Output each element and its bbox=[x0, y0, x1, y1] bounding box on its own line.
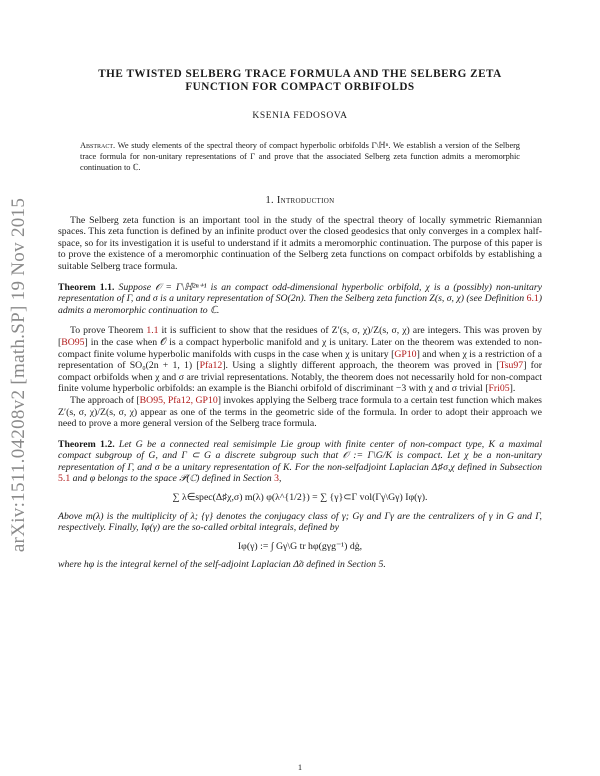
theorem-1-2-explanation: Above m(λ) is the multiplicity of λ; {γ} denotes the conjugacy class of γ; Gγ and Γγ are the centralizers of γ in G and Γ, respectively. Finally, Iφ(γ) are the so-called orbital integrals, defined by bbox=[58, 510, 542, 534]
citation-pfa12[interactable]: Pfa12 bbox=[199, 360, 223, 372]
p2-text-c: ] in the case when 𝒪 is a compact hyperbolic manifold and χ is unitary. Later on the theorem was extended to non-compact finite volume hyperbolic manifolds with cusps in the case when χ is unitary [ bbox=[58, 336, 542, 360]
citation-fri05[interactable]: Fri05 bbox=[488, 383, 510, 395]
p2-text-b: it is sufficient to show that the residues of Z′(s, σ, χ)/Z(s, σ, χ) are integers. This was proven by [ bbox=[58, 325, 542, 348]
citation-group[interactable]: BO95, Pfa12, GP10 bbox=[139, 394, 218, 406]
p2-text-d: ] and when χ is a restriction of a representation of SO₀(2n + 1, 1) [ bbox=[58, 348, 542, 372]
laplacian-symbol: Δ̃σ bbox=[293, 559, 304, 571]
intro-paragraph-1: The Selberg zeta function is an important tool in the study of the spectral theory of locally symmetric Riemannian spaces. This zeta function is defined by an infinite product over the closed geodesics that only converges in a complex half-space, so for its investigation it is useful to understand if it admits a meromorphic continuation. The purpose of this paper is to prove the existence of a meromorphic continuation of the Selberg zeta functions on compact orbifolds by establishing a suitable Selberg trace formula. bbox=[58, 214, 542, 272]
citation-gp10[interactable]: GP10 bbox=[394, 348, 417, 360]
theorem-1-2-text-c: , bbox=[279, 473, 282, 485]
title-line-1: THE TWISTED SELBERG TRACE FORMULA AND THE SELBERG ZETA bbox=[98, 68, 502, 80]
p2-text-g: ]. bbox=[509, 383, 516, 395]
p2-text-e: ]. Using a slightly different approach, the theorem was proved in [ bbox=[222, 360, 500, 372]
theorem-1-2-closing-b: defined in Section 5. bbox=[303, 559, 386, 571]
citation-tsu97[interactable]: Tsu97 bbox=[499, 360, 524, 372]
theorem-1-2-text-b: and φ belongs to the space 𝒫(ℂ) defined in Section bbox=[70, 473, 275, 485]
theorem-1-2-closing-a: where hφ is the integral kernel of the self-adjoint Laplacian bbox=[58, 559, 294, 571]
intro-paragraph-3 bbox=[58, 395, 542, 430]
p2-text-a: To prove Theorem bbox=[70, 325, 147, 337]
p3-text-b: ] invokes applying the Selberg trace formula to a certain test function which makes Z′(s, σ, χ)/Z(s, σ, χ) appear as one of the terms in the geometric side of the formula. In order to adopt their approach we need to prove a more general version of the Selberg trace formula. bbox=[58, 394, 542, 430]
theorem-1-2-label: Theorem 1.2. bbox=[58, 438, 115, 450]
arxiv-side-stamp bbox=[4, 160, 34, 590]
author-name: KSENIA FEDOSOVA bbox=[252, 111, 348, 121]
abstract-text: We study elements of the spectral theory of compact hyperbolic orbifolds Γ\ℍⁿ. We establish a version of the Selberg trace formula for non-unitary representations of Γ and prove that the associated Selberg zeta function admits a meromorphic continuation to ℂ. bbox=[80, 141, 520, 173]
arxiv-id-text: arXiv:1511.04208v2 [math.SP] 19 Nov 2015 bbox=[8, 197, 29, 553]
section-3-link[interactable]: 3 bbox=[274, 473, 279, 485]
definition-6-1-link[interactable]: 6.1 bbox=[526, 293, 539, 305]
subsection-5-1-link[interactable]: 5.1 bbox=[58, 473, 71, 485]
theorem-1-2-text-a: Let G be a connected real semisimple Lie group with finite center of non-compact type, K a maximal compact subgroup of G, and Γ ⊂ G a discrete subgroup such that 𝒪 := Γ\G/K is compact. Let χ be a non-unitary representation of Γ, and σ be a unitary representation of K. For the non-selfadjoint Laplacian Δ♯σ,χ defined in Subsection bbox=[58, 438, 543, 473]
theorem-1-1-link[interactable]: 1.1 bbox=[146, 325, 159, 337]
section-heading-introduction: 1. Introduction bbox=[265, 194, 335, 206]
trace-formula-equation: ∑ λ∈spec(Δ♯χ,σ) m(λ) φ(λ^{1/2}) = ∑ {γ}⊂Γ vol(Γγ\Gγ) Iφ(γ). bbox=[172, 492, 428, 504]
intro-paragraph-2 bbox=[58, 325, 542, 395]
paper-title bbox=[58, 68, 542, 94]
title-line-2: FUNCTION FOR COMPACT ORBIFOLDS bbox=[185, 81, 415, 93]
theorem-1-2 bbox=[58, 439, 542, 571]
theorem-1-1 bbox=[58, 282, 542, 317]
citation-bo95[interactable]: BO95 bbox=[61, 336, 85, 348]
paper-page bbox=[58, 68, 542, 571]
theorem-1-1-text-b: ) admits a meromorphic continuation to ℂ. bbox=[58, 293, 542, 316]
theorem-1-1-label: Theorem 1.1. bbox=[58, 281, 115, 293]
abstract bbox=[80, 140, 520, 174]
p2-text-f: ] for compact orbifolds when χ and σ are trivial representations. Notably, the theorem does not necessarily hold for non-compact finite volume hyperbolic orbifolds: an example is the Bianchi orbifold of discriminant −3 with χ and σ trivial [ bbox=[58, 360, 542, 395]
orbital-integral-equation: Iφ(γ) := ∫ Gγ\G tr hφ(gγg⁻¹) dġ, bbox=[237, 540, 363, 552]
theorem-1-1-text-a: Suppose 𝒪 = Γ\ℍ²ⁿ⁺¹ is an compact odd-dimensional hyperbolic orbifold, χ is a (possibly) non-unitary representation of Γ, and σ is a unitary representation of SO(2n). Then the Selberg zeta function Z(s, σ, χ) (see Definition bbox=[58, 281, 543, 305]
page-number: 1 bbox=[297, 762, 303, 772]
p3-text-a: The approach of [ bbox=[70, 394, 140, 406]
abstract-label: Abstract. bbox=[80, 141, 116, 150]
